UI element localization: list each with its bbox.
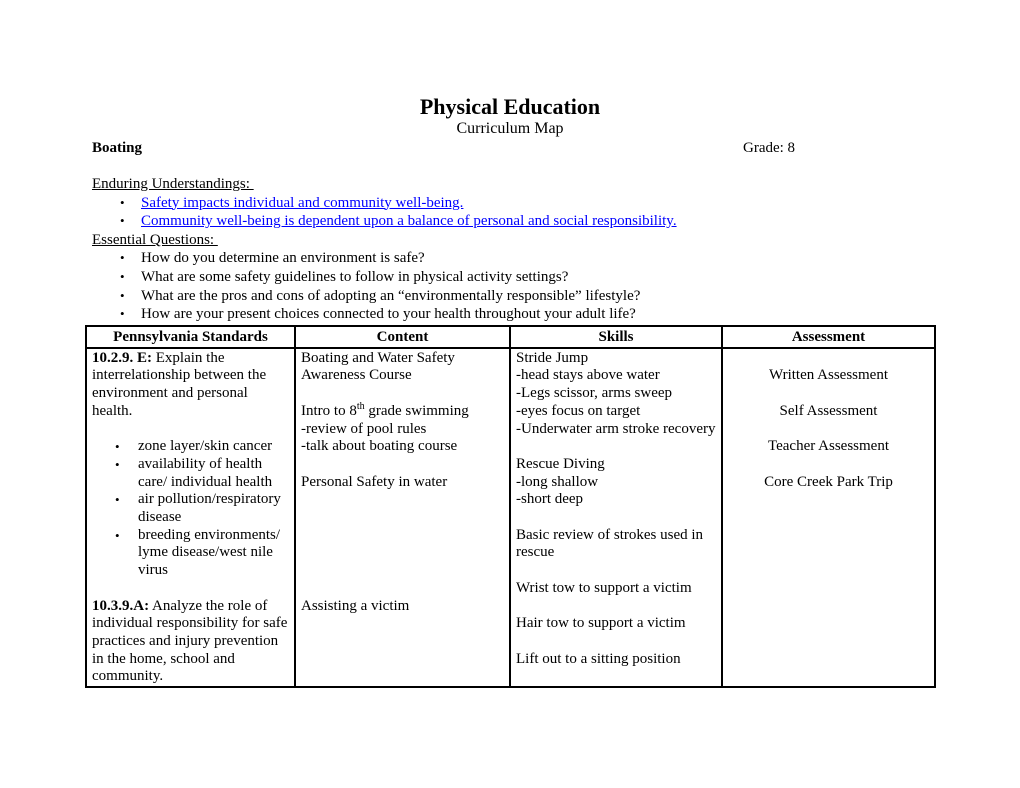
enduring-link-item [84, 194, 936, 213]
cell-line: -Underwater arm stroke recovery [516, 420, 716, 437]
cell-blank-line [301, 509, 504, 527]
cell-line: Stride Jump [516, 349, 589, 366]
bullet-icon: • [115, 527, 120, 543]
cell-blank-line [516, 598, 716, 616]
enduring-link-item [84, 212, 936, 231]
cell-bullet-item [92, 456, 289, 491]
cell-blank-line [728, 456, 929, 474]
cell-line: -short deep [516, 491, 584, 508]
cell-blank-line [301, 562, 504, 580]
cell-bullet-item [92, 438, 289, 456]
bullet-icon: • [120, 213, 125, 229]
cell-line: -Legs scissor, arms sweep [516, 385, 673, 402]
table-header-assessment: Assessment [722, 326, 935, 348]
cell-blank-line [728, 385, 929, 403]
essential-question-item [84, 268, 936, 287]
cell-blank-line [516, 562, 716, 580]
enduring-understandings-heading [84, 175, 936, 194]
cell-blank-line [516, 633, 716, 651]
page-title: Physical Education [419, 94, 601, 119]
cell-blank-line [301, 456, 504, 474]
table-cell-content [295, 348, 510, 687]
bullet-icon: • [115, 456, 120, 472]
cell-bullet-text: air pollution/respiratory disease [138, 491, 281, 526]
cell-line: -review of pool rules [301, 420, 427, 437]
ordinal-suffix: th [356, 400, 365, 412]
essential-question-item [84, 249, 936, 268]
cell-bullet-item [92, 527, 289, 580]
cell-line: Boating and Water Safety Awareness Course [301, 349, 455, 384]
cell-line: -long shallow [516, 473, 599, 490]
curriculum-map-table [85, 325, 936, 688]
standard-code: 10.2.9. E: [92, 349, 152, 366]
cell-blank-line [301, 580, 504, 598]
cell-line: Written Assessment [769, 367, 888, 384]
standard-code: 10.3.9.A: [92, 597, 150, 614]
table-cell-skills [510, 348, 722, 687]
unit-title: Boating [92, 140, 143, 156]
bullet-icon: • [115, 492, 120, 508]
cell-line: Lift out to a sitting position [516, 650, 681, 667]
enduring-understanding-link[interactable]: Community well-being is dependent upon a balance of personal and social responsibility. [141, 213, 677, 230]
bullet-icon: • [115, 439, 120, 455]
cell-line: Basic review of strokes used in rescue [516, 526, 704, 561]
cell-line: -talk about boating course [301, 438, 458, 455]
essential-question-item [84, 287, 936, 306]
cell-bullet-text: breeding environments/ lyme disease/west nile virus [138, 526, 281, 579]
bullet-icon: • [120, 268, 125, 284]
essential-question-item [84, 305, 936, 324]
cell-line: Hair tow to support a victim [516, 615, 686, 632]
cell-line: Intro to 8th grade swimming [301, 400, 469, 419]
cell-blank-line [301, 491, 504, 509]
cell-line: Personal Safety in water [301, 473, 448, 490]
cell-blank-line [301, 527, 504, 545]
cell-line: -head stays above water [516, 367, 660, 384]
cell-line: Wrist tow to support a victim [516, 579, 692, 596]
cell-blank-line [728, 421, 929, 439]
cell-line: 10.2.9. E: Explain the interrelationship between the environment and personal health. [92, 349, 267, 419]
essential-questions-heading-text: Essential Questions: [92, 231, 218, 248]
unit-grade-row [84, 139, 936, 158]
essential-question-text: How do you determine an environment is safe? [141, 250, 425, 267]
essential-question-text: How are your present choices connected to your health throughout your adult life? [141, 306, 636, 323]
enduring-links [84, 194, 936, 231]
cell-blank-line [301, 385, 504, 403]
cell-line: -eyes focus on target [516, 402, 641, 419]
cell-line: Core Creek Park Trip [764, 473, 893, 490]
grade-label: Grade: 8 [743, 140, 796, 156]
cell-line: Assisting a victim [301, 597, 410, 614]
table-cell-standards [86, 348, 295, 687]
cell-blank-line [301, 544, 504, 562]
cell-bullet-text: availability of health care/ individual health [138, 455, 273, 490]
cell-blank-line [92, 580, 289, 598]
cell-line: 10.3.9.A: Analyze the role of individual responsibility for safe practices and injury prevention in the home, school and community. [92, 597, 288, 685]
cell-blank-line [516, 509, 716, 527]
bullet-icon: • [120, 194, 125, 210]
page-subtitle: Curriculum Map [456, 120, 564, 137]
enduring-understanding-link[interactable]: Safety impacts individual and community well-being. [141, 194, 464, 211]
table-header-row [86, 326, 935, 348]
cell-blank-line [728, 350, 929, 368]
cell-line: Rescue Diving [516, 455, 605, 472]
table-body-row [86, 348, 935, 687]
bullet-icon: • [120, 287, 125, 303]
enduring-understandings-heading-text: Enduring Understandings: [92, 176, 254, 192]
table-header-content: Content [295, 326, 510, 348]
cell-line: Teacher Assessment [768, 438, 889, 455]
essential-question-text: What are the pros and cons of adopting an “environmentally responsible” lifestyle? [141, 287, 641, 304]
table-header-skills: Skills [510, 326, 722, 348]
essential-question-text: What are some safety guidelines to follow in physical activity settings? [141, 268, 569, 285]
table-header-standards: Pennsylvania Standards [86, 326, 295, 348]
essential-questions [84, 249, 936, 323]
bullet-icon: • [120, 306, 125, 322]
cell-blank-line [92, 421, 289, 439]
essential-questions-heading [84, 231, 936, 250]
cell-line: Self Assessment [779, 402, 878, 419]
bullet-icon: • [120, 250, 125, 266]
cell-bullet-item [92, 491, 289, 526]
table-cell-assessment [722, 348, 935, 687]
cell-blank-line [516, 438, 716, 456]
cell-bullet-text: zone layer/skin cancer [138, 438, 273, 455]
